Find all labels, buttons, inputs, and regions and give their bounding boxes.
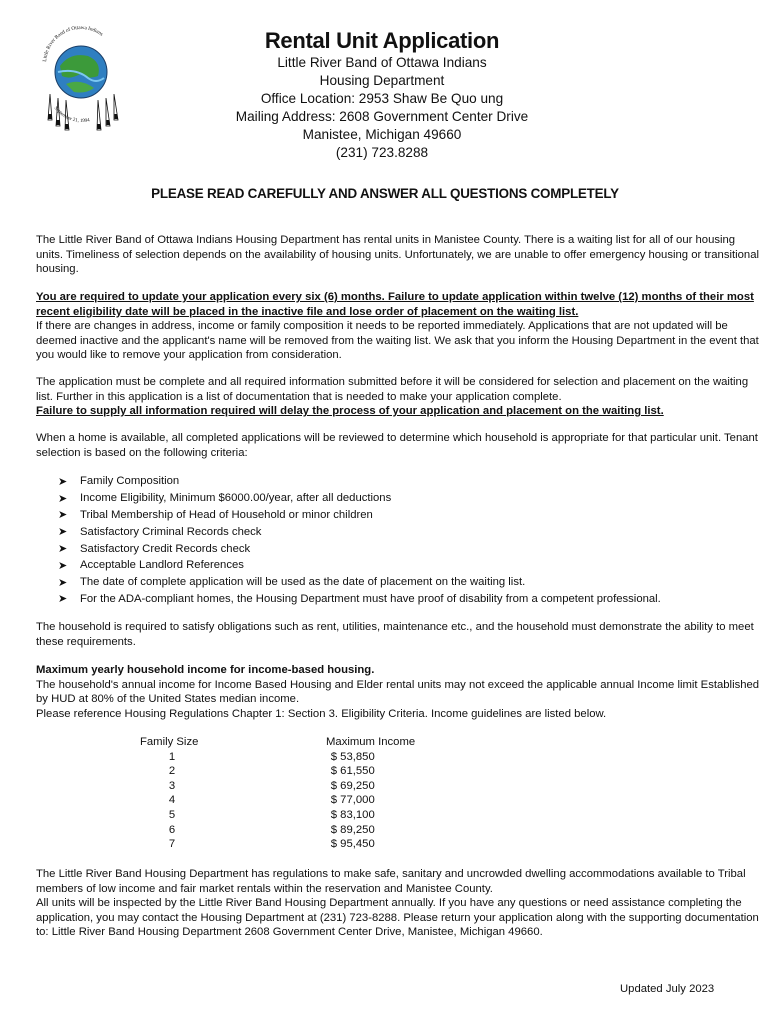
closing-section	[36, 867, 760, 940]
max-income-cell: $ 83,100	[330, 808, 375, 821]
update-section	[36, 290, 760, 363]
arrow-bullet-icon: ➤	[58, 526, 68, 539]
page-title: Rental Unit Application	[264, 28, 500, 53]
logo-top-text: Little River Band of Ottawa Indians	[42, 24, 105, 63]
family-size-cell: 1	[168, 750, 176, 763]
arrow-bullet-icon: ➤	[58, 475, 68, 488]
list-item: ➤ Satisfactory Criminal Records check	[58, 525, 262, 539]
logo-bottom-text: September 21, 1994	[52, 105, 91, 125]
arrow-bullet-icon: ➤	[58, 509, 68, 522]
arrow-bullet-icon: ➤	[58, 559, 68, 572]
table-header-row	[140, 735, 440, 750]
failure-warning: Failure to supply all information required will delay the process of your application and placement on the waiting list.	[36, 405, 664, 418]
family-size-cell: 5	[168, 808, 176, 821]
family-size-cell: 4	[168, 794, 176, 807]
family-size-cell: 2	[168, 765, 176, 778]
obligations-section	[36, 620, 760, 649]
list-item: ➤ For the ADA-compliant homes, the Housing Department must have proof of disability from a competent professional.	[58, 592, 661, 606]
letterhead	[150, 28, 614, 162]
office-location: Office Location: 2953 Shaw Be Quo ung	[260, 91, 504, 106]
update-warning: You are required to update your application every six (6) months. Failure to update application within twelve (12) months of their most recent eligibility date will be placed in the inactive file and lose order of placement on the waiting list.	[36, 291, 754, 318]
max-income-cell: $ 95,450	[330, 838, 375, 851]
max-income-cell: $ 53,850	[330, 750, 375, 763]
updated-date: Updated July 2023	[620, 983, 715, 995]
selection-text: When a home is available, all completed applications will be reviewed to determine which household is appropriate for that particular unit. Tenant selection is based on the following criteria:	[36, 432, 758, 459]
table-row	[140, 823, 440, 838]
list-item: ➤ The date of complete application will be used as the date of placement on the waiting list.	[58, 576, 526, 589]
list-item: ➤ Tribal Membership of Head of Household or minor children	[58, 508, 373, 522]
arrow-bullet-icon: ➤	[58, 543, 68, 556]
max-income-cell: $ 61,550	[330, 765, 375, 778]
table-row	[140, 764, 440, 779]
max-income-header: Maximum Income	[326, 736, 416, 748]
family-size-cell: 3	[168, 779, 176, 792]
instructions-notice: PLEASE READ CAREFULLY AND ANSWER ALL QUESTIONS COMPLETELY	[151, 186, 619, 201]
list-item: ➤ Satisfactory Credit Records check	[58, 542, 251, 556]
obligations-text: The household is required to satisfy obligations such as rent, utilities, maintenance etc., and the household must demonstrate the ability to meet these requirements.	[36, 621, 754, 648]
arrow-bullet-icon: ➤	[58, 593, 68, 606]
complete-text: The application must be complete and all required information submitted before it will be considered for selection and placement on the waiting list. Further in this application is a list of documentation that is needed to make your application complete.	[36, 376, 749, 403]
table-row	[140, 837, 440, 852]
contact-text: All units will be inspected by the Little River Band Housing Department annually. If you have any questions or need assistance completing the application, you may contact the Housing Department at (231) 723-8288. Please return your application along with the supporting documentation to: Little River Band Housing Department 2608 Government Center Drive, Manistee, Michigan 49660.	[36, 897, 759, 939]
max-income-cell: $ 69,250	[330, 779, 375, 792]
income-section	[36, 663, 760, 721]
table-row	[140, 808, 440, 823]
closing-text: The Little River Band Housing Department has regulations to make safe, sanitary and uncrowded dwelling accommodations available to Tribal members of low income and fair market rentals within the reservation and Manistee County.	[36, 868, 746, 895]
max-income-cell: $ 77,000	[330, 794, 375, 807]
arrow-bullet-icon: ➤	[58, 492, 68, 505]
table-row	[140, 779, 440, 794]
criteria-list	[58, 473, 758, 607]
mailing-address: Mailing Address: 2608 Government Center Drive	[235, 109, 529, 124]
changes-text: If there are changes in address, income or family composition it needs to be reported immediately. Applications that are not updated will be deemed inactive and the applicant's name will be removed from the waiting list. We ask that you inform the Housing Department in the event that you would like to remove your application from consideration.	[36, 320, 759, 362]
intro-paragraph	[36, 233, 760, 277]
family-size-header: Family Size	[140, 736, 199, 748]
city-state-zip: Manistee, Michigan 49660	[302, 127, 462, 142]
selection-section	[36, 431, 760, 460]
family-size-cell: 7	[168, 838, 176, 851]
table-row	[140, 793, 440, 808]
list-item: ➤ Acceptable Landlord References	[58, 559, 244, 572]
list-item: ➤ Family Composition	[58, 475, 180, 488]
table-row	[140, 750, 440, 765]
income-heading: Maximum yearly household income for income-based housing.	[36, 664, 375, 676]
family-size-cell: 6	[168, 823, 176, 836]
income-text: The household's annual income for Income Based Housing and Elder rental units may not exceed the applicable annual Income limit Established by HUD at 80% of the United States median income.	[36, 678, 760, 706]
list-item: ➤ Income Eligibility, Minimum $6000.00/year, after all deductions	[58, 492, 392, 505]
department-name: Housing Department	[319, 73, 445, 88]
completion-section	[36, 375, 760, 419]
arrow-bullet-icon: ➤	[58, 576, 68, 589]
income-reference-text: Please reference Housing Regulations Chapter 1: Section 3. Eligibility Criteria. Income guidelines are listed below.	[36, 707, 607, 720]
intro-text: The Little River Band of Ottawa Indians Housing Department has rental units in Manistee County. There is a waiting list for all of our housing units. Timeliness of selection depends on the availability of housing units. Unfortunately, we are unable to offer emergency housing or transitional housing.	[36, 234, 760, 276]
income-limits-table	[140, 735, 440, 852]
max-income-cell: $ 89,250	[330, 823, 375, 836]
tribal-seal-logo	[36, 22, 126, 134]
phone-number: (231) 723.8288	[335, 145, 429, 160]
org-name: Little River Band of Ottawa Indians	[277, 55, 487, 70]
